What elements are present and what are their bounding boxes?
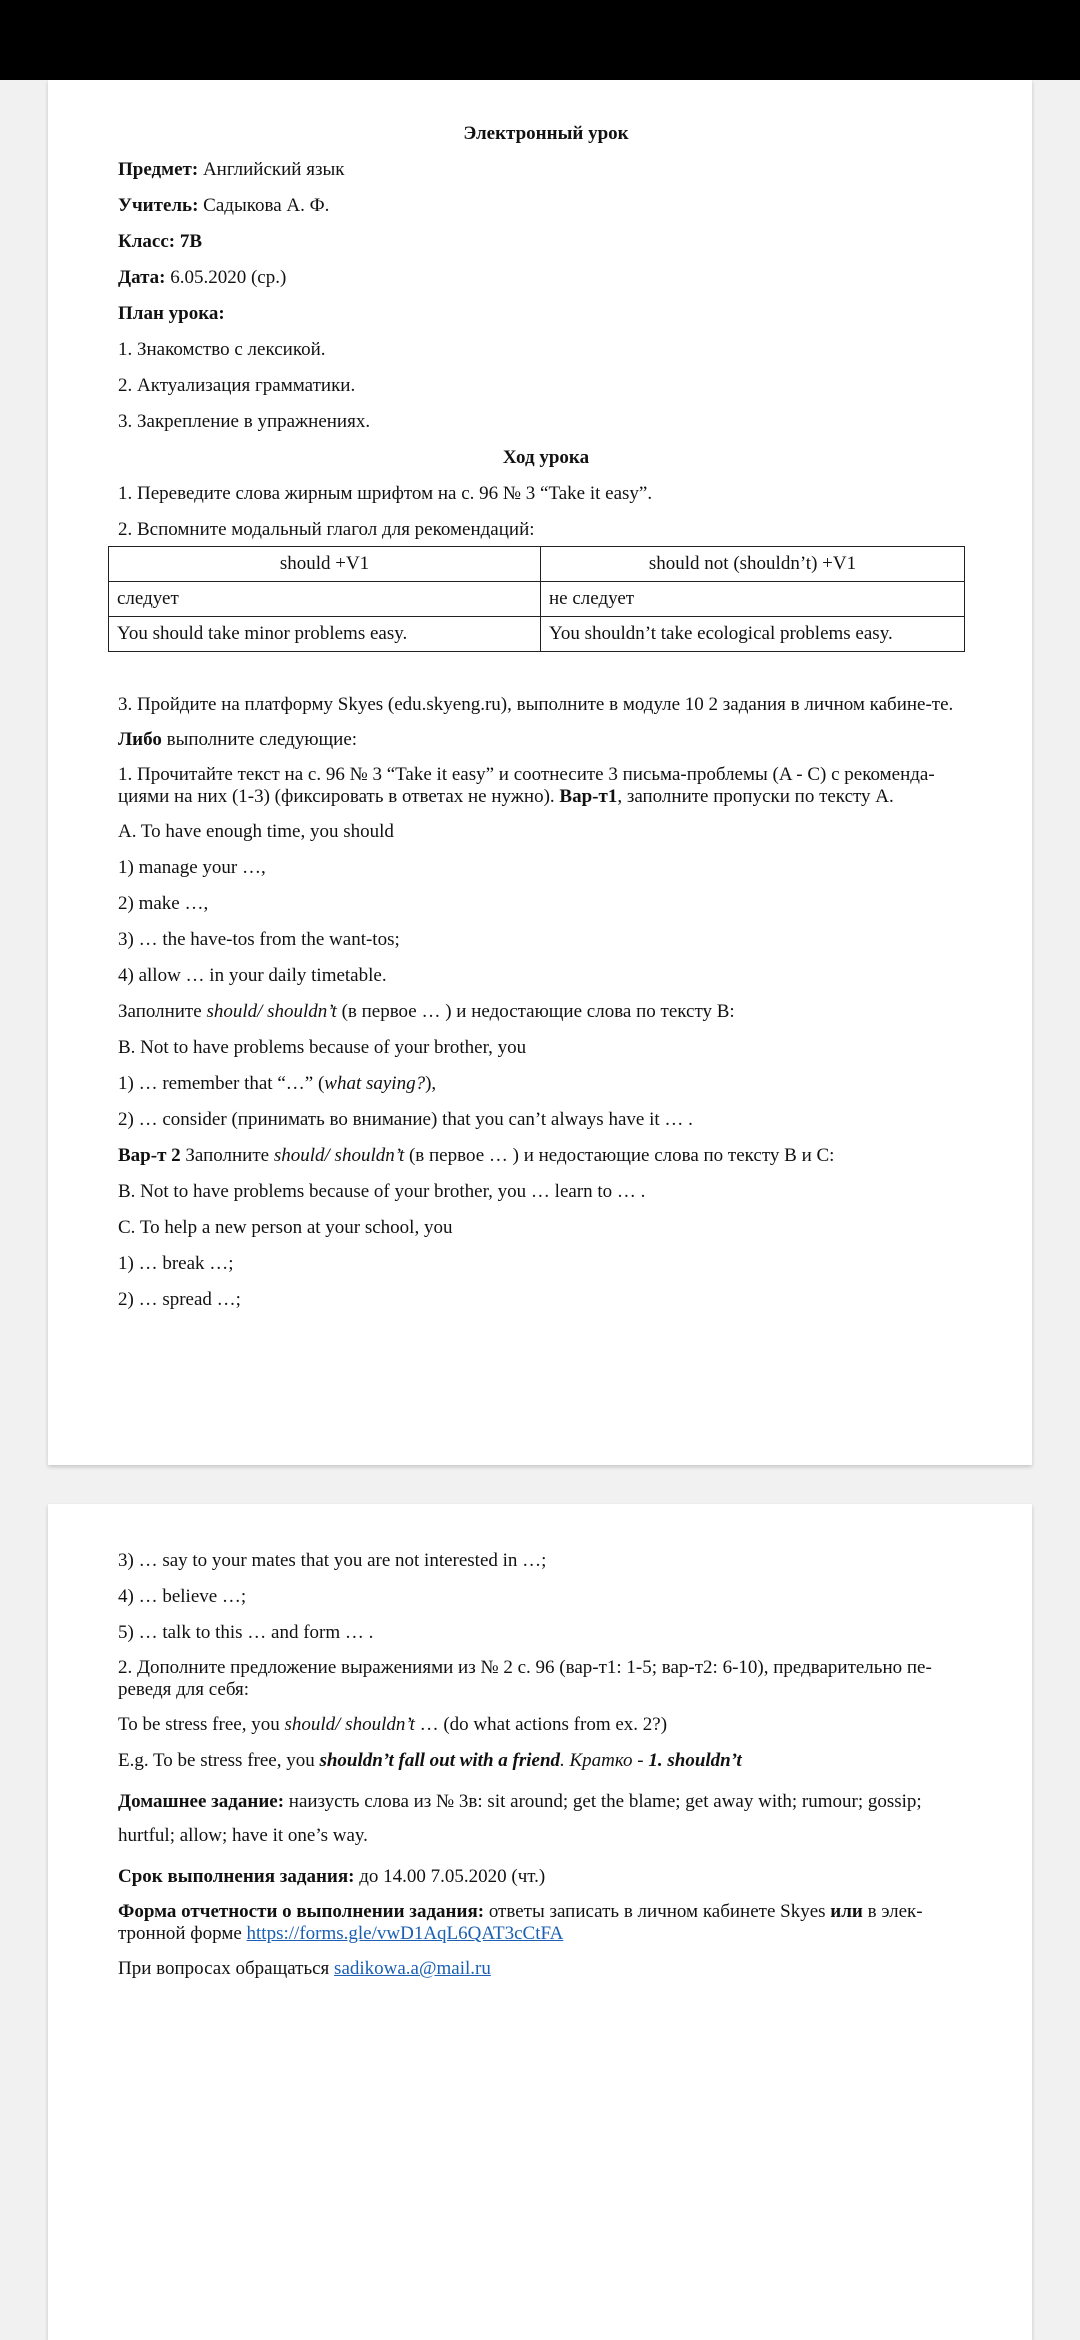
homework-label: Домашнее задание: (118, 1791, 285, 1812)
teacher-value: Садыкова А. Ф. (198, 195, 330, 216)
subject-label: Предмет: (118, 159, 199, 180)
list-item: 1) manage your …, (118, 857, 266, 878)
report-label: Форма отчетности о выполнении задания: (118, 1901, 485, 1922)
email-link[interactable]: sadikowa.a@mail.ru (334, 1958, 491, 1979)
step-1: 1. Переведите слова жирным шрифтом на с. 96 № 3 “Take it easy”. (118, 483, 653, 504)
list-item: 5) … talk to this … and form … . (118, 1622, 374, 1643)
table-header-cell: should +V1 (109, 547, 541, 582)
document-page-1 (48, 80, 1032, 1465)
list-item: 1) … remember that “…” (what saying?), (118, 1073, 437, 1094)
status-bar (0, 0, 1080, 80)
table-cell: You shouldn’t take ecological problems easy. (541, 617, 965, 652)
task-1-variant: Вар-т1 (559, 786, 618, 807)
either-rest: выполните следующие: (161, 729, 358, 750)
plan-label: План урока: (118, 303, 225, 324)
teacher-label: Учитель: (118, 195, 199, 216)
stress-free-line: To be stress free, you should/ shouldn’t … (do what actions from ex. 2?) (118, 1714, 668, 1735)
table-cell: You should take minor problems easy. (109, 617, 541, 652)
step-3: 3. Пройдите на платформу Skyes (edu.skyeng.ru), выполните в модуле 10 2 задания в личном кабине-те. (118, 694, 954, 715)
teacher-line (118, 194, 974, 218)
page-1-content (118, 122, 974, 1324)
date-value: 6.05.2020 (ср.) (165, 267, 287, 288)
variant-2-instruction: Вар-т 2 Заполните should/ shouldn’t (в первое … ) и недостающие слова по тексту B и С: (118, 1145, 835, 1166)
class-label: Класс: 7В (118, 231, 203, 252)
table-row (109, 547, 965, 582)
deadline-line (118, 1865, 974, 1889)
text-b-line: B. Not to have problems because of your brother, you … learn to … . (118, 1181, 646, 1202)
example-line: E.g. To be stress free, you shouldn’t fall out with a friend. Кратко - 1. shouldn’t (118, 1750, 742, 1771)
list-item: 4) … believe …; (118, 1586, 247, 1607)
list-item: 3) … the have-tos from the want-tos; (118, 929, 400, 950)
fill-b-instruction: Заполните should/ shouldn’t (в первое … ) и недостающие слова по тексту B: (118, 1001, 735, 1022)
text-c-intro: C. To help a new person at your school, you (118, 1217, 453, 1238)
task-1-variant-rest: , заполните пропуски по тексту А. (617, 786, 894, 807)
list-item: 3) … say to your mates that you are not interested in …; (118, 1550, 547, 1571)
task-1 (118, 764, 974, 808)
list-item: 2) … spread …; (118, 1289, 241, 1310)
text-b-intro: B. Not to have problems because of your brother, you (118, 1037, 527, 1058)
modal-verbs-table (108, 546, 965, 652)
either-line (118, 728, 974, 752)
deadline-label: Срок выполнения задания: (118, 1866, 355, 1887)
google-form-link[interactable]: https://forms.gle/vwD1AqL6QAT3cCtFA (246, 1923, 564, 1944)
step-2: 2. Вспомните модальный глагол для рекомендаций: (118, 519, 535, 540)
plan-item: 3. Закрепление в упражнениях. (118, 411, 371, 432)
document-title: Электронный урок (463, 123, 629, 144)
date-line (118, 266, 974, 290)
table-row (109, 617, 965, 652)
report-line: Форма отчетности о выполнении задания: ответы записать в личном кабинете Skyes или в элек-тронной форме https://forms.gle/vwD1AqL6QAT3cCtFA (118, 1901, 923, 1944)
contact-line: При вопросах обращаться sadikowa.a@mail.ru (118, 1958, 491, 1979)
date-label: Дата: (118, 267, 166, 288)
subject-line (118, 158, 974, 182)
either-bold: Либо (118, 729, 162, 750)
plan-item: 1. Знакомство с лексикой. (118, 339, 326, 360)
deadline-text: до 14.00 7.05.2020 (чт.) (354, 1866, 546, 1887)
page-2-content (118, 1549, 974, 1993)
table-cell: не следует (541, 582, 965, 617)
list-item: 2) … consider (принимать во внимание) that you can’t always have it … . (118, 1109, 693, 1130)
list-item: 4) allow … in your daily timetable. (118, 965, 387, 986)
task-1-text: 1. Прочитайте текст на с. 96 № 3 “Take it easy” и соотнесите 3 письма-проблемы (A - C) с рекоменда-циями на них (1-3) (фиксировать в ответах не нужно). (118, 764, 935, 807)
section-title: Ход урока (502, 447, 590, 468)
document-page-2 (48, 1504, 1032, 2340)
list-item: 2) make …, (118, 893, 209, 914)
text-a-intro: A. To have enough time, you should (118, 821, 394, 842)
table-row (109, 582, 965, 617)
table-header-cell: should not (shouldn’t) +V1 (541, 547, 965, 582)
task-2: 2. Дополните предложение выражениями из № 2 с. 96 (вар-т1: 1-5; вар-т2: 6-10), предварительно пе-реведя для себя: (118, 1657, 932, 1700)
plan-item: 2. Актуализация грамматики. (118, 375, 356, 396)
subject-value: Английский язык (198, 159, 345, 180)
class-line (118, 230, 974, 254)
homework-line (118, 1785, 974, 1853)
list-item: 1) … break …; (118, 1253, 234, 1274)
table-cell: следует (109, 582, 541, 617)
homework-text: наизусть слова из № 3в: sit around; get the blame; get away with; rumour; gossip; hurtful; allow; have it one’s way. (118, 1791, 922, 1846)
